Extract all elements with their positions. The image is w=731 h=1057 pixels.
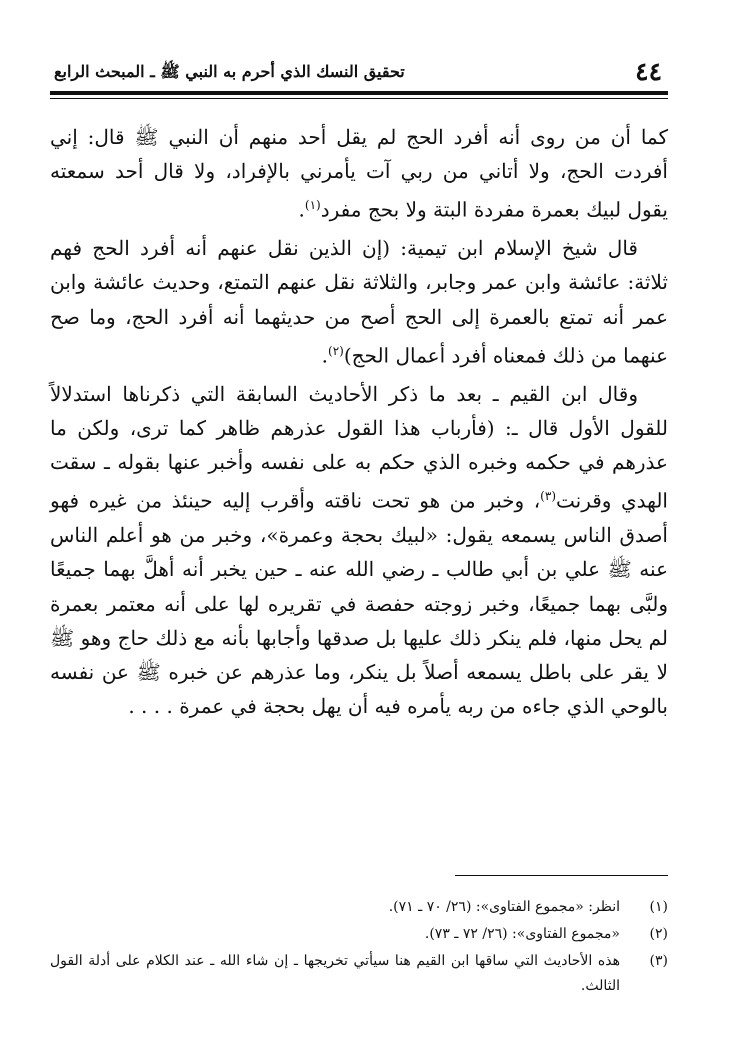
paragraph-3 — [50, 377, 668, 724]
footnote-3-text: هذه الأحاديث التي ساقها ابن القيم هنا سيأتي تخريجها ـ إن شاء الله ـ عند الكلام على أدلة القول الثالث. — [50, 953, 620, 994]
page-header — [50, 55, 668, 89]
footnote-2-number: (٢) — [649, 926, 668, 942]
footnote-3 — [50, 949, 668, 999]
footnote-2 — [50, 922, 668, 947]
main-text — [50, 120, 668, 727]
paragraph-1 — [50, 120, 668, 227]
paragraph-1-end: . — [298, 198, 305, 223]
header-rule-thin — [50, 98, 668, 99]
paragraph-2 — [50, 231, 668, 372]
footnote-ref-1: (١) — [304, 198, 321, 213]
footnote-1-number: (١) — [649, 899, 668, 915]
header-rule-thick — [50, 91, 668, 95]
footnote-1 — [50, 895, 668, 920]
footnotes — [50, 895, 668, 1001]
footnote-3-number: (٣) — [649, 953, 668, 969]
running-title: تحقيق النسك الذي أحرم به النبي ﷺ ـ المبحث الرابع — [54, 62, 405, 81]
footnote-ref-3: (٣) — [540, 489, 556, 504]
paragraph-2-end: . — [321, 343, 328, 368]
paragraph-3-text-b: ، وخبر من هو تحت ناقته وأقرب إليه حينئذ من غيره فهو أصدق الناس يسمعه يقول: «لبيك بحجة وعمرة»، وخبر من هو أعلم الناس عنه ﷺ علي بن أبي طالب ـ رضي الله عنه ـ حين يخبر أنه أهلَّ بهما جميعًا ولبَّى بهما جميعًا، وخبر زوجته حفصة في تقريره لها على أنه معتمر بعمرة لم يحل منها، فلم ينكر ذلك عليها بل صدقها وأجابها بأنه مع ذلك حاج وهو ﷺ لا يقر على باطل يسمعه أصلاً بل ينكر، وما عذرهم عن خبره ﷺ عن نفسه بالوحي الذي جاءه من ربه يأمره فيه أن يهل بحجة في عمرة . . . . — [50, 489, 668, 719]
paragraph-1-text: كما أن من روى أنه أفرد الحج لم يقل أحد منهم أن النبي ﷺ قال: إني أفردت الحج، ولا أتاني من ربي آت يأمرني بالإفراد، ولا قال أحد سمعته يقول لبيك بعمرة مفردة البتة ولا بحج مفرد — [50, 125, 668, 223]
footnote-2-text: «مجموع الفتاوى»: (٢٦/ ٧٢ ـ ٧٣). — [424, 926, 620, 942]
paragraph-3-text-a: وقال ابن القيم ـ بعد ما ذكر الأحاديث السابقة التي ذكرناها استدلالاً للقول الأول قال ـ: (فأرباب هذا القول عذرهم ظاهر كما ترى، ولكن ما عذرهم في حكمه وخبره الذي حكم به على نفسه وأخبر عنها بقوله ـ سقت الهدي وقرنت — [50, 381, 668, 513]
footnote-separator — [455, 875, 668, 876]
page-number: ٤٤ — [635, 57, 662, 86]
footnote-1-text: انظر: «مجموع الفتاوى»: (٢٦/ ٧٠ ـ ٧١). — [388, 899, 620, 915]
footnote-ref-2: (٢) — [328, 343, 344, 358]
paragraph-2-text: قال شيخ الإسلام ابن تيمية: (إن الذين نقل عنهم أنه أفرد الحج فهم ثلاثة: عائشة وابن عمر وجابر، والثلاثة نقل عنهم التمتع، وحديث عائشة وابن عمر أنه تمتع بالعمرة إلى الحج أصح من حديثهما أنه أفرد الحج، وما صح عنهما من ذلك فمعناه أفرد أعمال الحج) — [50, 236, 668, 368]
